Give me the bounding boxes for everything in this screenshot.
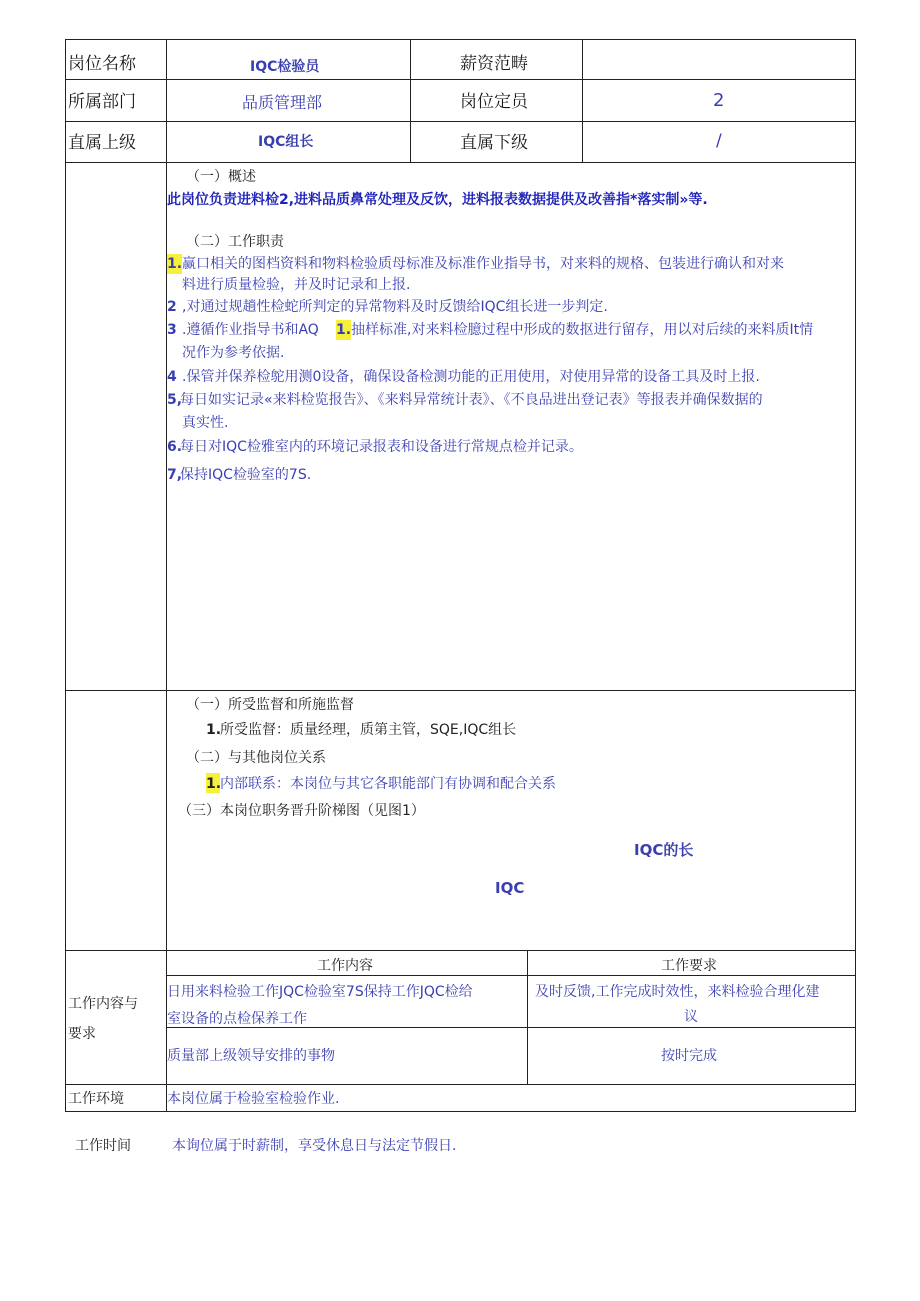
- duty-number: 3: [167, 322, 177, 338]
- headcount-label: 岗位定员: [460, 92, 528, 112]
- duty-text-cont: 况作为参考依据.: [182, 345, 285, 361]
- subordinate-label: 直属下级: [460, 133, 528, 153]
- work-time-label: 工作时间: [75, 1138, 131, 1154]
- post-name-label: 岗位名称: [68, 54, 136, 74]
- post-name-value: IQC检验员: [250, 59, 320, 75]
- duty-number: 2: [167, 299, 177, 315]
- dept-value: 品质管理部: [242, 93, 323, 112]
- ladder-heading: （三）本岗位职务晋升阶梯图（见图1）: [178, 803, 425, 819]
- salary-label: 薪资范畴: [460, 54, 528, 74]
- col-requirement-header: 工作要求: [661, 958, 717, 974]
- work-req-cell-cont: 议: [684, 1009, 698, 1025]
- supervision-number: 1.: [206, 722, 222, 738]
- duty-text: 每日对IQC检雅室内的环境记录报表和设备进行常规点检并记录。: [180, 439, 583, 455]
- supervision-text: 所受监督：质量经理，质第主管，SQE,IQC组长: [220, 722, 517, 738]
- ladder-top: IQC的长: [634, 841, 694, 859]
- overview-text: 此岗位负责进料检2,进料品质鼻常处理及反饮，进料报表数据提供及改善指*落实制»等.: [167, 192, 708, 208]
- headcount-value: 2: [713, 90, 725, 111]
- internal-text: 内部联系：本岗位与其它各职能部门有协调和配合关系: [220, 776, 556, 792]
- subordinate-value: /: [716, 131, 722, 151]
- duty-text: ,对通过规趟性检蛇所判定的异常物料及时反馈给IQC组长进一步判定.: [182, 299, 608, 315]
- work-label-cont: 要求: [68, 1026, 96, 1042]
- work-time-value: 本询位属于时薪制，享受休息日与法定节假日.: [172, 1138, 457, 1154]
- work-req-cell: 按时完成: [661, 1048, 717, 1064]
- overview-heading: （一）概述: [186, 169, 256, 185]
- duty-text: .保管并保养检鸵用测0设备，确保设备检测功能的正用使用，对使用异常的设备工具及时上报.: [182, 369, 760, 385]
- duty-text: .遵循作业指导书和AQ: [182, 322, 319, 338]
- internal-number: 1.: [206, 776, 222, 792]
- col-content-header: 工作内容: [317, 958, 373, 974]
- duties-heading: （二）工作职责: [186, 234, 284, 250]
- relation-heading: （二）与其他岗位关系: [186, 750, 326, 766]
- dept-label: 所属部门: [68, 92, 136, 112]
- work-content-cell: 质量部上级领导安排的事物: [167, 1048, 335, 1064]
- work-content-cell-cont: 室设备的点检保养工作: [167, 1011, 307, 1027]
- superior-label: 直属上级: [68, 133, 136, 153]
- duty-text: 抽样标准,对来料检臆过程中形成的数抠进行留存，用以对后续的来料质It情: [351, 322, 814, 338]
- duty-text-highlight: 1.: [336, 322, 352, 338]
- duty-text-cont: 真实性.: [182, 415, 229, 431]
- work-label: 工作内容与: [68, 996, 138, 1012]
- duty-text: 赢口相关的图档资料和物料检验质母标准及标准作业指导书，对来料的规格、包装进行确认和对来: [182, 256, 784, 272]
- environment-value: 本岗位属于检验室检验作业.: [167, 1091, 340, 1107]
- work-content-cell: 日用来料检验工作JQC检验室7S保持工作JQC检给: [167, 984, 473, 1000]
- superior-value: IQC组长: [258, 134, 314, 150]
- duty-number: 6.: [167, 439, 183, 455]
- duty-text: 保持IQC检验室的7S.: [180, 467, 312, 483]
- duty-number: 7,: [167, 467, 183, 483]
- supervision-heading: （一）所受监督和所施监督: [186, 697, 354, 713]
- duty-text: 每日如实记录«来料检览报告》、《来料异常统计表》、《不良品进出登记表》等报表并确保数据的: [180, 392, 763, 408]
- environment-label: 工作环境: [68, 1091, 124, 1107]
- duty-number: 4: [167, 369, 177, 385]
- duty-number: 5,: [167, 392, 183, 408]
- ladder-bottom: IQC: [495, 879, 525, 897]
- work-req-cell: 及时反馈,工作完成时效性，来料检验合理化建: [535, 984, 820, 1000]
- duty-text-cont: 料进行质量检验，并及时记录和上报.: [182, 277, 411, 293]
- duty-number: 1.: [167, 256, 183, 272]
